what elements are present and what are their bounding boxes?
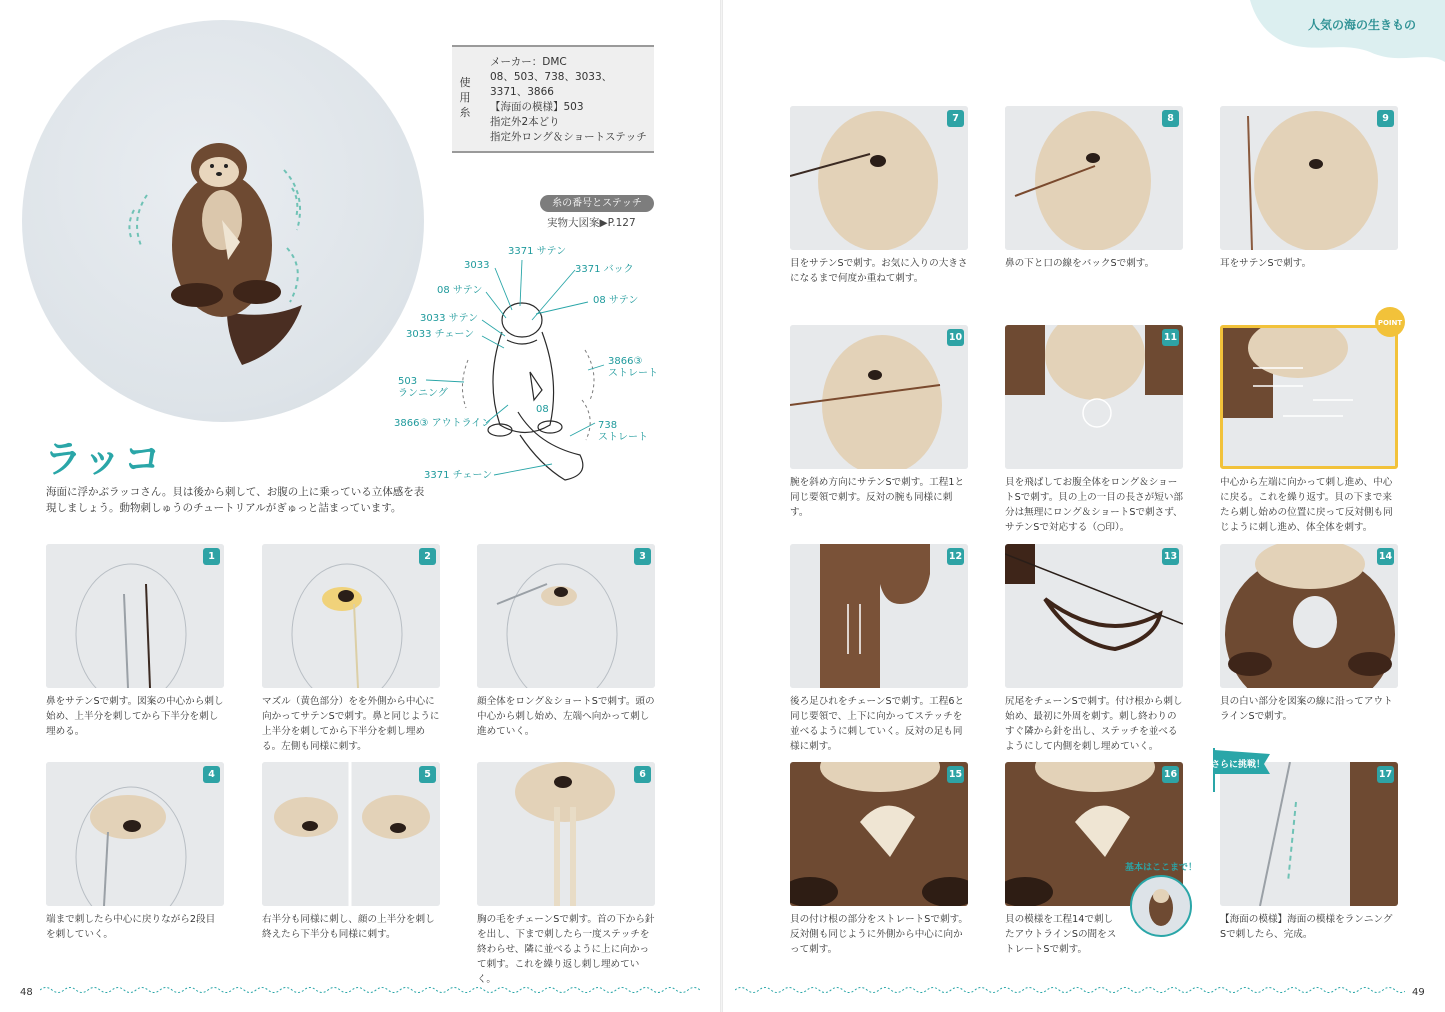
kihon-badge <box>1118 856 1204 946</box>
thread-info-box <box>452 45 654 153</box>
step-card <box>262 544 440 754</box>
step-number: 7 <box>947 110 964 127</box>
step-card <box>262 762 440 942</box>
step-caption: 貝の付け根の部分をストレートSで刺す。反対側も同じように外側から中心に向かって刺す。 <box>790 914 969 955</box>
thread-vertical-label: 使 用 糸 <box>459 76 471 119</box>
step-photo <box>46 762 224 906</box>
step-caption: 尻尾をチェーンSで刺す。付け根から刺し始め、最初に外周を刺す。刺し終わりのすぐ隣から針を出し、ステッチを並べるようにして内側を刺し埋めていく。 <box>1005 696 1183 752</box>
step-caption: 貝の模様を工程14で刺したアウトラインSの間をストレートSで刺す。 <box>1005 914 1117 955</box>
thread-line: 08、503、738、3033、 <box>490 71 613 83</box>
page-number-right: 49 <box>1412 987 1425 998</box>
step-photo <box>1220 325 1398 469</box>
step-number: 11 <box>1162 329 1179 346</box>
step-number: 10 <box>947 329 964 346</box>
step-caption: 鼻の下と口の線をバックSで刺す。 <box>1005 258 1155 269</box>
step-number: 2 <box>419 548 436 565</box>
step-card <box>790 325 968 520</box>
step-photo <box>477 762 655 906</box>
step-number: 3 <box>634 548 651 565</box>
step-card <box>1220 544 1398 724</box>
diagram-label: 3033 チェーン <box>406 329 475 340</box>
point-badge <box>1368 300 1408 340</box>
intro-text: 海面に浮かぶラッコさん。貝は後から刺して、お腹の上に乗っている立体感を表現しましょう。動物刺しゅうのチュートリアルがぎゅっと詰まっています。 <box>46 486 425 514</box>
step-card <box>790 762 968 957</box>
hero-photo <box>22 20 424 422</box>
step-caption: マズル（黄色部分）をを外側から中心に向かってサテンSで刺す。鼻と同じように上半分を刺してから下半分を刺し埋める。左側も同様に刺す。 <box>262 696 440 752</box>
wave-divider-right <box>735 984 1405 996</box>
step-caption: 後ろ足ひれをチェーンSで刺す。工程6と同じ要領で、上下に向かってステッチを並べるように刺していく。反対の足も同様に刺す。 <box>790 696 965 752</box>
step-photo <box>1005 544 1183 688</box>
step-photo <box>1220 106 1398 250</box>
diagram-label: 3866③ アウトライン <box>394 418 492 429</box>
thread-lines <box>490 55 647 145</box>
step-card <box>477 762 655 987</box>
step-number: 6 <box>634 766 651 783</box>
step-photo <box>262 762 440 906</box>
step-number: 16 <box>1162 766 1179 783</box>
diagram-label: 3033 <box>464 260 490 271</box>
step-caption: 鼻をサテンSで刺す。図案の中心から刺し始め、上半分を刺してから下半分を刺し埋める。 <box>46 696 224 737</box>
diagram-label: 3033 サテン <box>420 313 479 324</box>
diagram-label: 3371 サテン <box>508 246 567 257</box>
step-card <box>477 544 655 739</box>
step-caption: 顔全体をロング＆ショートSで刺す。頭の中心から刺し始め、左端へ向かって刺し進めていく。 <box>477 696 655 737</box>
diagram-label: 503 ランニング <box>398 376 448 399</box>
step-caption: 右半分も同様に刺し、顔の上半分を刺し終えたら下半分も同様に刺す。 <box>262 914 435 940</box>
step-caption: 耳をサテンSで刺す。 <box>1220 258 1312 269</box>
step-caption: 中心から左端に向かって刺し進め、中心に戻る。これを繰り返す。貝の下まで来たら刺し始めの位置に戻って反対側も同じように刺し進め、体全体を刺す。 <box>1220 477 1393 533</box>
challenge-flag <box>1208 744 1278 798</box>
step-caption: 腕を斜め方向にサテンSで刺す。工程1と同じ要領で刺す。反対の腕も同様に刺す。 <box>790 477 965 518</box>
section-tab <box>1250 0 1445 70</box>
step-photo <box>1005 325 1183 469</box>
section-tab-label: 人気の海の生きもの <box>1308 18 1417 32</box>
step-caption: 【海面の模様】海面の模様をランニングSで刺したら、完成。 <box>1220 914 1393 940</box>
step-caption: 貝を飛ばしてお腹全体をロング＆ショートSで刺す。貝の上の一目の長さが短い部分は無理にロング＆ショートSで刺さず、サテンSで対応する（○印）。 <box>1005 477 1184 533</box>
page-number-left: 48 <box>20 987 33 998</box>
thread-line: 指定外ロング＆ショートステッチ <box>490 131 647 143</box>
step-card <box>46 762 224 942</box>
point-label: POINT <box>1377 319 1403 327</box>
diagram-label: 08 サテン <box>593 295 639 306</box>
page-gutter <box>720 0 723 1012</box>
thread-line: 3371、3866 <box>490 86 554 98</box>
challenge-label: さらに挑戦！ <box>1210 760 1266 770</box>
step-card <box>1005 325 1183 535</box>
step-number: 17 <box>1377 766 1394 783</box>
diagram-label: 3371 バック <box>575 264 634 275</box>
step-photo <box>1005 106 1183 250</box>
thread-line: 指定外2本どり <box>490 116 560 128</box>
step-number: 12 <box>947 548 964 565</box>
thread-line: 【海面の模様】503 <box>490 101 584 113</box>
step-number: 1 <box>203 548 220 565</box>
step-caption: 目をサテンSで刺す。お気に入りの大きさになるまで何度か重ねて刺す。 <box>790 258 968 284</box>
step-photo <box>46 544 224 688</box>
diagram-label: 3371 チェーン <box>424 470 493 481</box>
kihon-label: 基本はここまで！ <box>1124 863 1198 873</box>
pattern-reference: 実物大図案▶P.127 <box>547 217 636 229</box>
step-caption: 胸の毛をチェーンSで刺す。首の下から針を出し、下まで刺したら一度ステッチを終わらせ、隣に並べるように上に向かって刺す。これを繰り返し刺し埋めていく。 <box>477 914 655 985</box>
step-card <box>1005 106 1183 271</box>
step-card <box>790 106 968 286</box>
thread-line: メーカー：DMC <box>490 56 567 68</box>
step-number: 4 <box>203 766 220 783</box>
step-card <box>1220 325 1398 535</box>
step-photo <box>262 544 440 688</box>
diagram-label: 738 ストレート <box>598 420 648 443</box>
step-photo <box>790 106 968 250</box>
step-photo <box>790 762 968 906</box>
step-caption: 貝の白い部分を図案の線に沿ってアウトラインSで刺す。 <box>1220 696 1393 722</box>
wave-divider-left <box>40 984 700 996</box>
step-card <box>790 544 968 754</box>
step-photo <box>477 544 655 688</box>
diagram-label: 3866③ ストレート <box>608 356 658 379</box>
page-title: ラッコ <box>44 437 164 481</box>
step-photo <box>1220 544 1398 688</box>
step-card <box>1005 544 1183 754</box>
step-number: 14 <box>1377 548 1394 565</box>
step-card <box>1220 106 1398 271</box>
step-number: 15 <box>947 766 964 783</box>
thread-stitch-pill: 糸の番号とステッチ <box>540 195 654 212</box>
step-card <box>46 544 224 739</box>
step-photo <box>790 325 968 469</box>
step-number: 13 <box>1162 548 1179 565</box>
diagram-label: 08 <box>536 404 549 415</box>
step-number: 9 <box>1377 110 1394 127</box>
step-number: 5 <box>419 766 436 783</box>
step-number: 8 <box>1162 110 1179 127</box>
stitch-diagram <box>390 240 660 490</box>
diagram-label: 08 サテン <box>437 285 483 296</box>
step-caption: 端まで刺したら中心に戻りながら2段目を刺していく。 <box>46 914 216 940</box>
step-photo <box>790 544 968 688</box>
